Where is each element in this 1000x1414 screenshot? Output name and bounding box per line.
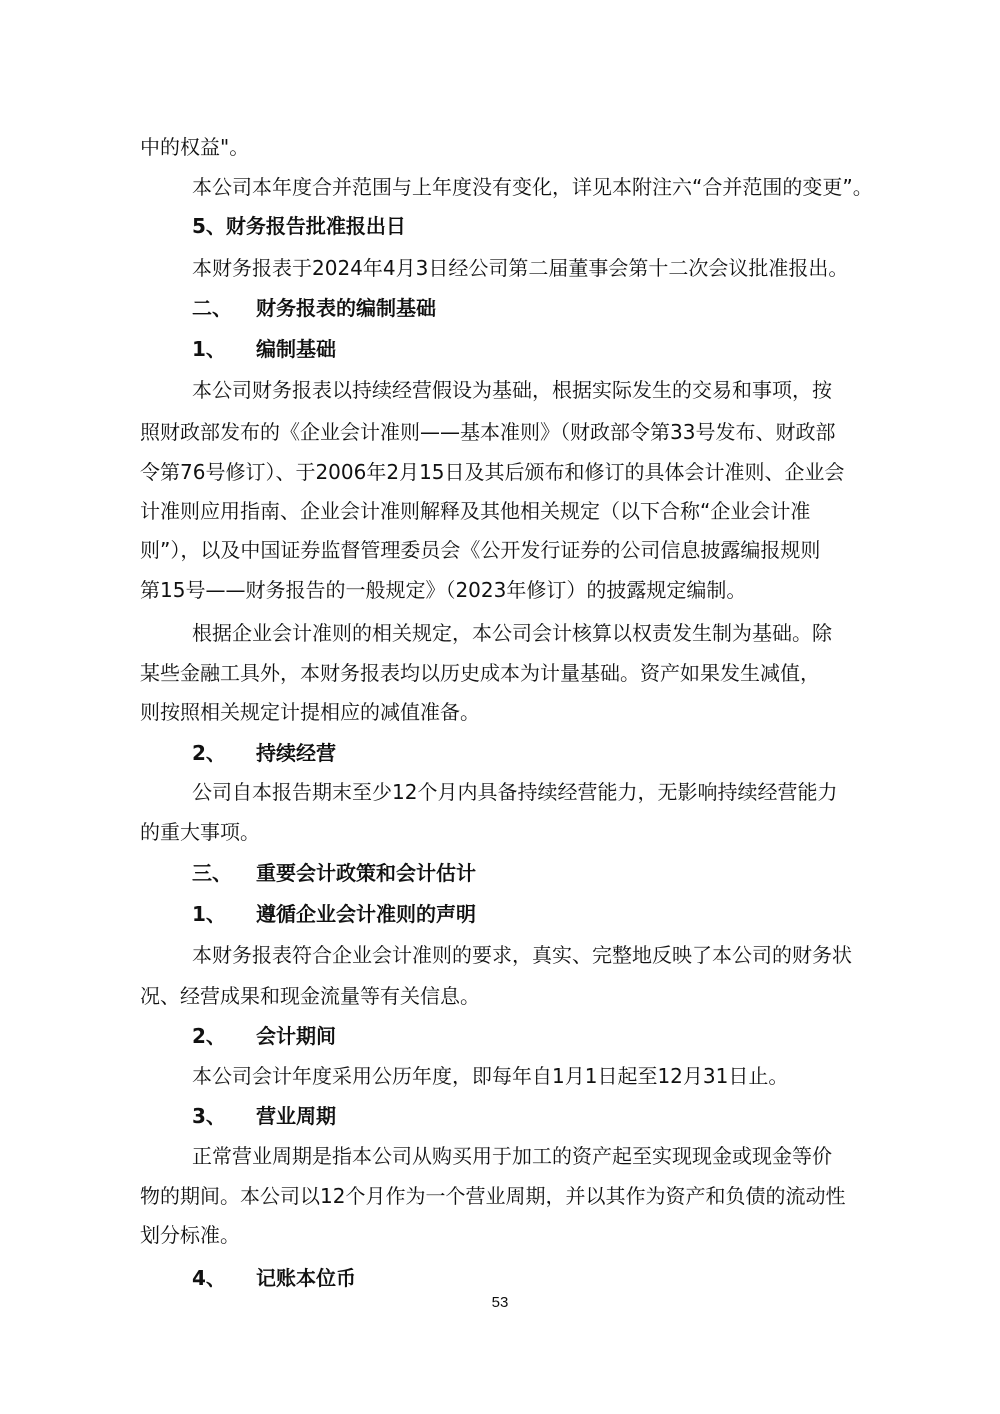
text-line: 则”），以及中国证券监督管理委员会《公开发行证券的公司信息披露编报规则 <box>140 538 821 562</box>
heading-text: 遵循企业会计准则的声明 <box>256 902 476 926</box>
heading-number: 4、 <box>192 1266 226 1290</box>
heading-text: 重要会计政策和会计估计 <box>256 861 476 885</box>
text-line: 照财政部发布的《企业会计准则——基本准则》（财政部令第33号发布、财政部 <box>140 420 836 444</box>
text-line: 根据企业会计准则的相关规定，本公司会计核算以权责发生制为基础。除 <box>192 621 832 645</box>
text-line: 本公司会计年度采用公历年度，即每年自1月1日起至12月31日止。 <box>192 1064 789 1088</box>
heading-number: 2、 <box>192 741 226 765</box>
text-line: 计准则应用指南、企业会计准则解释及其他相关规定（以下合称“企业会计准 <box>140 499 811 523</box>
text-line: 公司自本报告期末至少12个月内具备持续经营能力，无影响持续经营能力 <box>192 780 838 804</box>
page-number: 53 <box>491 1294 509 1311</box>
heading-number: 三、 <box>192 861 232 885</box>
text-line: 某些金融工具外，本财务报表均以历史成本为计量基础。资产如果发生减值， <box>140 661 820 685</box>
heading-text: 持续经营 <box>256 741 336 765</box>
text-line: 本财务报表于2024年4月3日经公司第二届董事会第十二次会议批准报出。 <box>192 256 849 280</box>
text-line: 本财务报表符合企业会计准则的要求，真实、完整地反映了本公司的财务状 <box>192 943 852 967</box>
text-line: 正常营业周期是指本公司从购买用于加工的资产起至实现现金或现金等价 <box>192 1144 832 1168</box>
text-line: 划分标准。 <box>140 1223 240 1247</box>
section-heading: 5、财务报告批准报出日 <box>192 214 406 238</box>
heading-number: 1、 <box>192 337 226 361</box>
heading-text: 记账本位币 <box>256 1266 356 1290</box>
text-line: 本公司财务报表以持续经营假设为基础，根据实际发生的交易和事项，按 <box>192 378 832 402</box>
text-line: 本公司本年度合并范围与上年度没有变化，详见本附注六“合并范围的变更”。 <box>192 175 873 199</box>
text-line: 第15号——财务报告的一般规定》（2023年修订）的披露规定编制。 <box>140 578 747 602</box>
text-line: 的重大事项。 <box>140 820 260 844</box>
heading-text: 财务报表的编制基础 <box>256 296 436 320</box>
heading-text: 营业周期 <box>256 1104 336 1128</box>
heading-number: 1、 <box>192 902 226 926</box>
heading-number: 2、 <box>192 1024 226 1048</box>
heading-number: 3、 <box>192 1104 226 1128</box>
text-line: 则按照相关规定计提相应的减值准备。 <box>140 700 480 724</box>
heading-text: 会计期间 <box>256 1024 336 1048</box>
text-line: 中的权益"。 <box>140 135 250 159</box>
heading-number: 二、 <box>192 296 232 320</box>
text-line: 物的期间。本公司以12个月作为一个营业周期，并以其作为资产和负债的流动性 <box>140 1184 846 1208</box>
heading-text: 编制基础 <box>256 337 336 361</box>
text-line: 况、经营成果和现金流量等有关信息。 <box>140 984 480 1008</box>
text-line: 令第76号修订）、于2006年2月15日及其后颁布和修订的具体会计准则、企业会 <box>140 460 845 484</box>
